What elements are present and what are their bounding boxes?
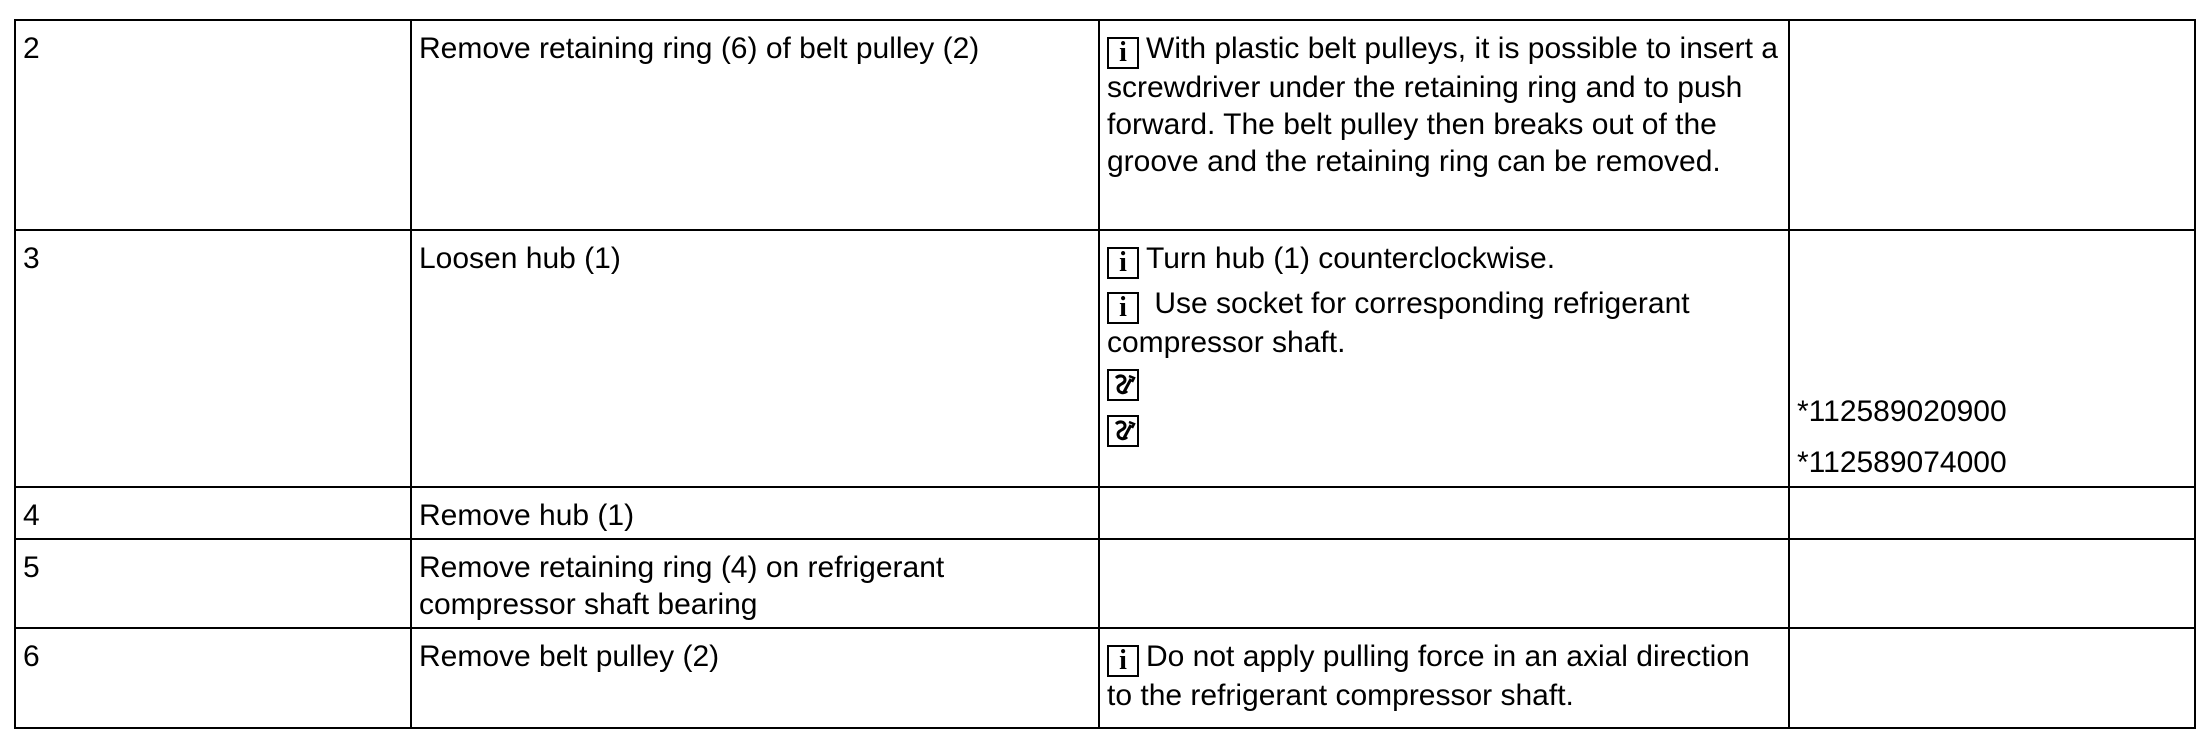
table-row	[15, 230, 2195, 487]
info-icon: i	[1107, 247, 1139, 279]
action-cell: Remove retaining ring (4) on refrigerant compressor shaft bearing	[411, 539, 1099, 628]
step-number-cell: 6	[15, 628, 411, 728]
step-number-cell: 4	[15, 487, 411, 539]
part-number: *112589074000	[1797, 446, 2007, 479]
part-number: *112589020900	[1797, 395, 2007, 428]
notes-cell	[1099, 487, 1789, 539]
part-number-cell	[1789, 487, 2195, 539]
note-text: With plastic belt pulleys, it is possible to insert a screwdriver under the retaining ring and to push forward. The belt pulley then breaks out of the groove and the retaining ring can be removed.	[1107, 32, 1778, 178]
notes-cell	[1099, 20, 1789, 230]
tool-line	[1107, 415, 1781, 453]
step-number-cell: 2	[15, 20, 411, 230]
note	[1107, 638, 1781, 714]
part-number-cell	[1789, 628, 2195, 728]
table-row	[15, 487, 2195, 539]
note-text: Use socket for corresponding refrigerant compressor shaft.	[1107, 287, 1690, 359]
table-row	[15, 628, 2195, 728]
step-number-cell: 3	[15, 230, 411, 487]
info-icon: i	[1107, 645, 1139, 677]
note	[1107, 240, 1781, 279]
action-cell: Remove belt pulley (2)	[411, 628, 1099, 728]
step-number-cell: 5	[15, 539, 411, 628]
note	[1107, 285, 1781, 361]
table-row	[15, 539, 2195, 628]
table-row	[15, 20, 2195, 230]
notes-cell	[1099, 628, 1789, 728]
action-cell: Loosen hub (1)	[411, 230, 1099, 487]
procedure-table	[14, 19, 2196, 729]
notes-cell	[1099, 539, 1789, 628]
wrench-tool-icon	[1107, 369, 1139, 401]
info-icon: i	[1107, 292, 1139, 324]
notes-cell	[1099, 230, 1789, 487]
action-cell: Remove retaining ring (6) of belt pulley (2)	[411, 20, 1099, 230]
part-number-cell	[1789, 230, 2195, 487]
wrench-tool-icon	[1107, 415, 1139, 447]
tool-line	[1107, 369, 1781, 407]
info-icon: i	[1107, 37, 1139, 69]
note-text: Do not apply pulling force in an axial direction to the refrigerant compressor shaft.	[1107, 640, 1750, 712]
note-text: Turn hub (1) counterclockwise.	[1146, 242, 1556, 275]
part-number-cell	[1789, 20, 2195, 230]
action-cell: Remove hub (1)	[411, 487, 1099, 539]
part-number-cell	[1789, 539, 2195, 628]
note	[1107, 30, 1781, 180]
